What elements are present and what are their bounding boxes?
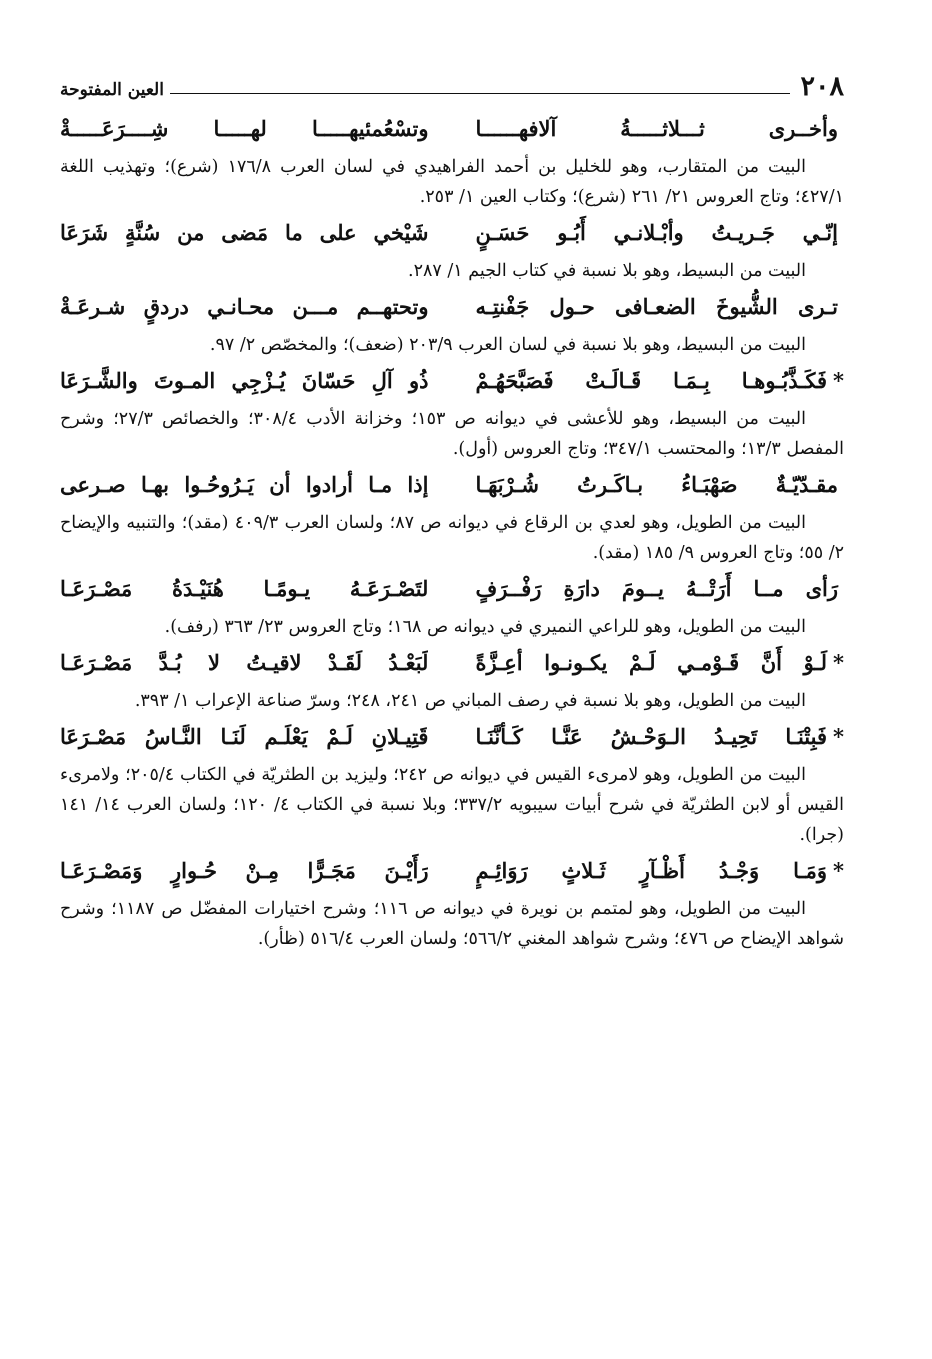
first-hemistich-text: لَـوْ أَنَّ قَـوْمـي لَـمْ يكـونـوا أعِـزَّةً	[475, 650, 828, 675]
verse-line	[60, 288, 844, 330]
first-hemistich	[476, 570, 844, 608]
verse-entry	[60, 718, 844, 850]
first-hemistich-text: فَكَـذَّبُـوهـا بِـمَـا قَـالَـتْ فَصَبَّحَهُـمْ	[475, 368, 828, 393]
first-hemistich	[476, 718, 844, 756]
verse-note: البيت من الطويل، وهو للراعي النميري في ديوانه ص ١٦٨؛ وتاج العروس ٢٣/ ٣٦٣ (رفف).	[164, 617, 806, 637]
first-hemistich	[476, 852, 844, 890]
first-hemistich-text: فَبِتْنَـا تَحِيـدُ الـوَحْـشُ عَنَّـا كَـأنَّنَـا	[475, 724, 828, 749]
first-hemistich-text: وَمَـا وَجْـدُ أَظْـآرٍ ثَـلاثٍ رَوَائِـمٍ	[475, 858, 828, 883]
verse-line	[60, 466, 844, 508]
first-hemistich-text: مقـدّيّـةٌ صَهْبَـاءُ بـاكَـرتُ شُـرْبَهَـا	[475, 472, 838, 497]
first-hemistich-text: إنّـي جَـريـتُ وأبْـلانـي أَبُـو حَسَـنٍ	[475, 220, 838, 245]
verse-line	[60, 110, 844, 152]
verse-line	[60, 852, 844, 894]
verse-note: البيت من الطويل، وهو لامرىء القيس في ديوانه ص ٢٤٢؛ وليزيد بن الطثريّة في الكتاب ٢٠٥/٤؛ ولامرىء القيس أو لابن الطثريّة في شرح أبيات سيبويه ٣٣٧/٢؛ وبلا نسبة في الكتاب ٤/ ١٢٠؛ ولسان العرب ١٤/ ١٤١ (جرا).	[60, 765, 844, 845]
verse-note: البيت من الطويل، وهو لعدي بن الرقاع في ديوانه ص ٨٧؛ ولسان العرب ٤٠٩/٣ (مقد)؛ والتنبيه والإيضاح ٢/ ٥٥؛ وتاج العروس ٩/ ١٨٥ (مقد).	[60, 513, 844, 563]
verse-line	[60, 362, 844, 404]
first-hemistich	[476, 214, 844, 252]
verse-entry	[60, 288, 844, 360]
verse-note: البيت من البسيط، وهو بلا نسبة في لسان العرب ٢٠٣/٩ (ضعف)؛ والمخصّص ٢/ ٩٧.	[209, 335, 806, 355]
running-title: العين المفتوحة	[60, 80, 164, 100]
verse-line	[60, 214, 844, 256]
verse-line	[60, 644, 844, 686]
verse-entry	[60, 644, 844, 716]
second-hemistich: وتحتهــم مـــن محـانـي دردقٍ شـرعَـةْ	[60, 294, 429, 319]
second-hemistich: شَيْخي على ما مَضى من سُنَّةٍ شَرَعَا	[60, 220, 429, 245]
second-hemistich: وتسْعُمئيهـــــا لهـــــا شِــــرَعَـــــةْ	[60, 116, 429, 141]
star-marker: *	[833, 650, 844, 675]
second-hemistich: لتَصْـرَعَـهُ يـومًـا هُنَيْـدَةُ مَصْـرَعَـا	[60, 576, 429, 601]
second-hemistich: إذا مـا أرادوا أن يَـرُوحُـوا بهـا صـرعى	[60, 472, 429, 497]
first-hemistich-text: وأخــرى ثـــلاثـــــةُ آلافهــــــا	[475, 116, 838, 141]
verse-entry	[60, 110, 844, 212]
first-hemistich-text: تـرى الشُّيوخَ الضعـافى حـول جَفْنتِـه	[475, 294, 838, 319]
verse-note: البيت من الطويل، وهو لمتمم بن نويرة في ديوانه ص ١١٦؛ وشرح اختيارات المفضّل ص ١١٨٧؛ وشرح شواهد الإيضاح ص ٤٧٦؛ وشرح شواهد المغني ٥٦٦/٢؛ ولسان العرب ٥١٦/٤ (ظأر).	[60, 899, 844, 949]
first-hemistich	[476, 288, 844, 326]
verse-note: البيت من الطويل، وهو بلا نسبة في رصف المباني ص ٢٤١، ٢٤٨؛ وسرّ صناعة الإعراب ١/ ٣٩٣.	[134, 691, 806, 711]
verse-note: البيت من البسيط، وهو للأعشى في ديوانه ص ١٥٣؛ وخزانة الأدب ٣٠٨/٤؛ والخصائص ٢٧/٣؛ وشرح المفصل ١٣/٣؛ والمحتسب ٣٤٧/١؛ وتاج العروس (أول).	[60, 409, 844, 459]
verse-entries	[60, 110, 844, 954]
verse-entry	[60, 362, 844, 464]
first-hemistich	[476, 110, 844, 148]
header-rule	[170, 93, 791, 94]
second-hemistich: لَبَعْـدُ لَقَـدْ لاقيـتُ لا بُـدَّ مَصْـرَعَـا	[60, 650, 429, 675]
verse-line	[60, 718, 844, 760]
verse-entry	[60, 852, 844, 954]
first-hemistich-text: رَأى مــا أَرَتْــهُ يــومَ دارَةِ رَفْــرَفٍ	[475, 576, 838, 601]
star-marker: *	[833, 858, 844, 883]
first-hemistich	[476, 644, 844, 682]
verse-note: البيت من البسيط، وهو بلا نسبة في كتاب الجيم ١/ ٢٨٧.	[408, 261, 806, 281]
book-page	[60, 62, 844, 1329]
second-hemistich: ذُو آلِ حَسّانَ يُـزْجِي المـوتَ والشَّـرَعَا	[60, 368, 429, 393]
star-marker: *	[833, 368, 844, 393]
verse-entry	[60, 570, 844, 642]
second-hemistich: قَتِيـلانِ لَـمْ يَعْلَـم لَنَـا النَّـاسُ مَصْـرَعَا	[60, 724, 429, 749]
verse-note: البيت من المتقارب، وهو للخليل بن أحمد الفراهيدي في لسان العرب ١٧٦/٨ (شرع)؛ وتهذيب اللغة ٤٢٧/١؛ وتاج العروس ٢١/ ٢٦١ (شرع)؛ وكتاب العين ١/ ٢٥٣.	[60, 157, 844, 207]
first-hemistich	[476, 466, 844, 504]
page-number: ٢٠٨	[800, 71, 844, 102]
first-hemistich	[476, 362, 844, 400]
page-header	[60, 62, 844, 102]
verse-entry	[60, 466, 844, 568]
star-marker: *	[833, 724, 844, 749]
second-hemistich: رَأَيْـنَ مَجَـرًّا مِـنْ حُـوارٍ وَمَصْـرَعَـا	[60, 858, 429, 883]
verse-entry	[60, 214, 844, 286]
verse-line	[60, 570, 844, 612]
